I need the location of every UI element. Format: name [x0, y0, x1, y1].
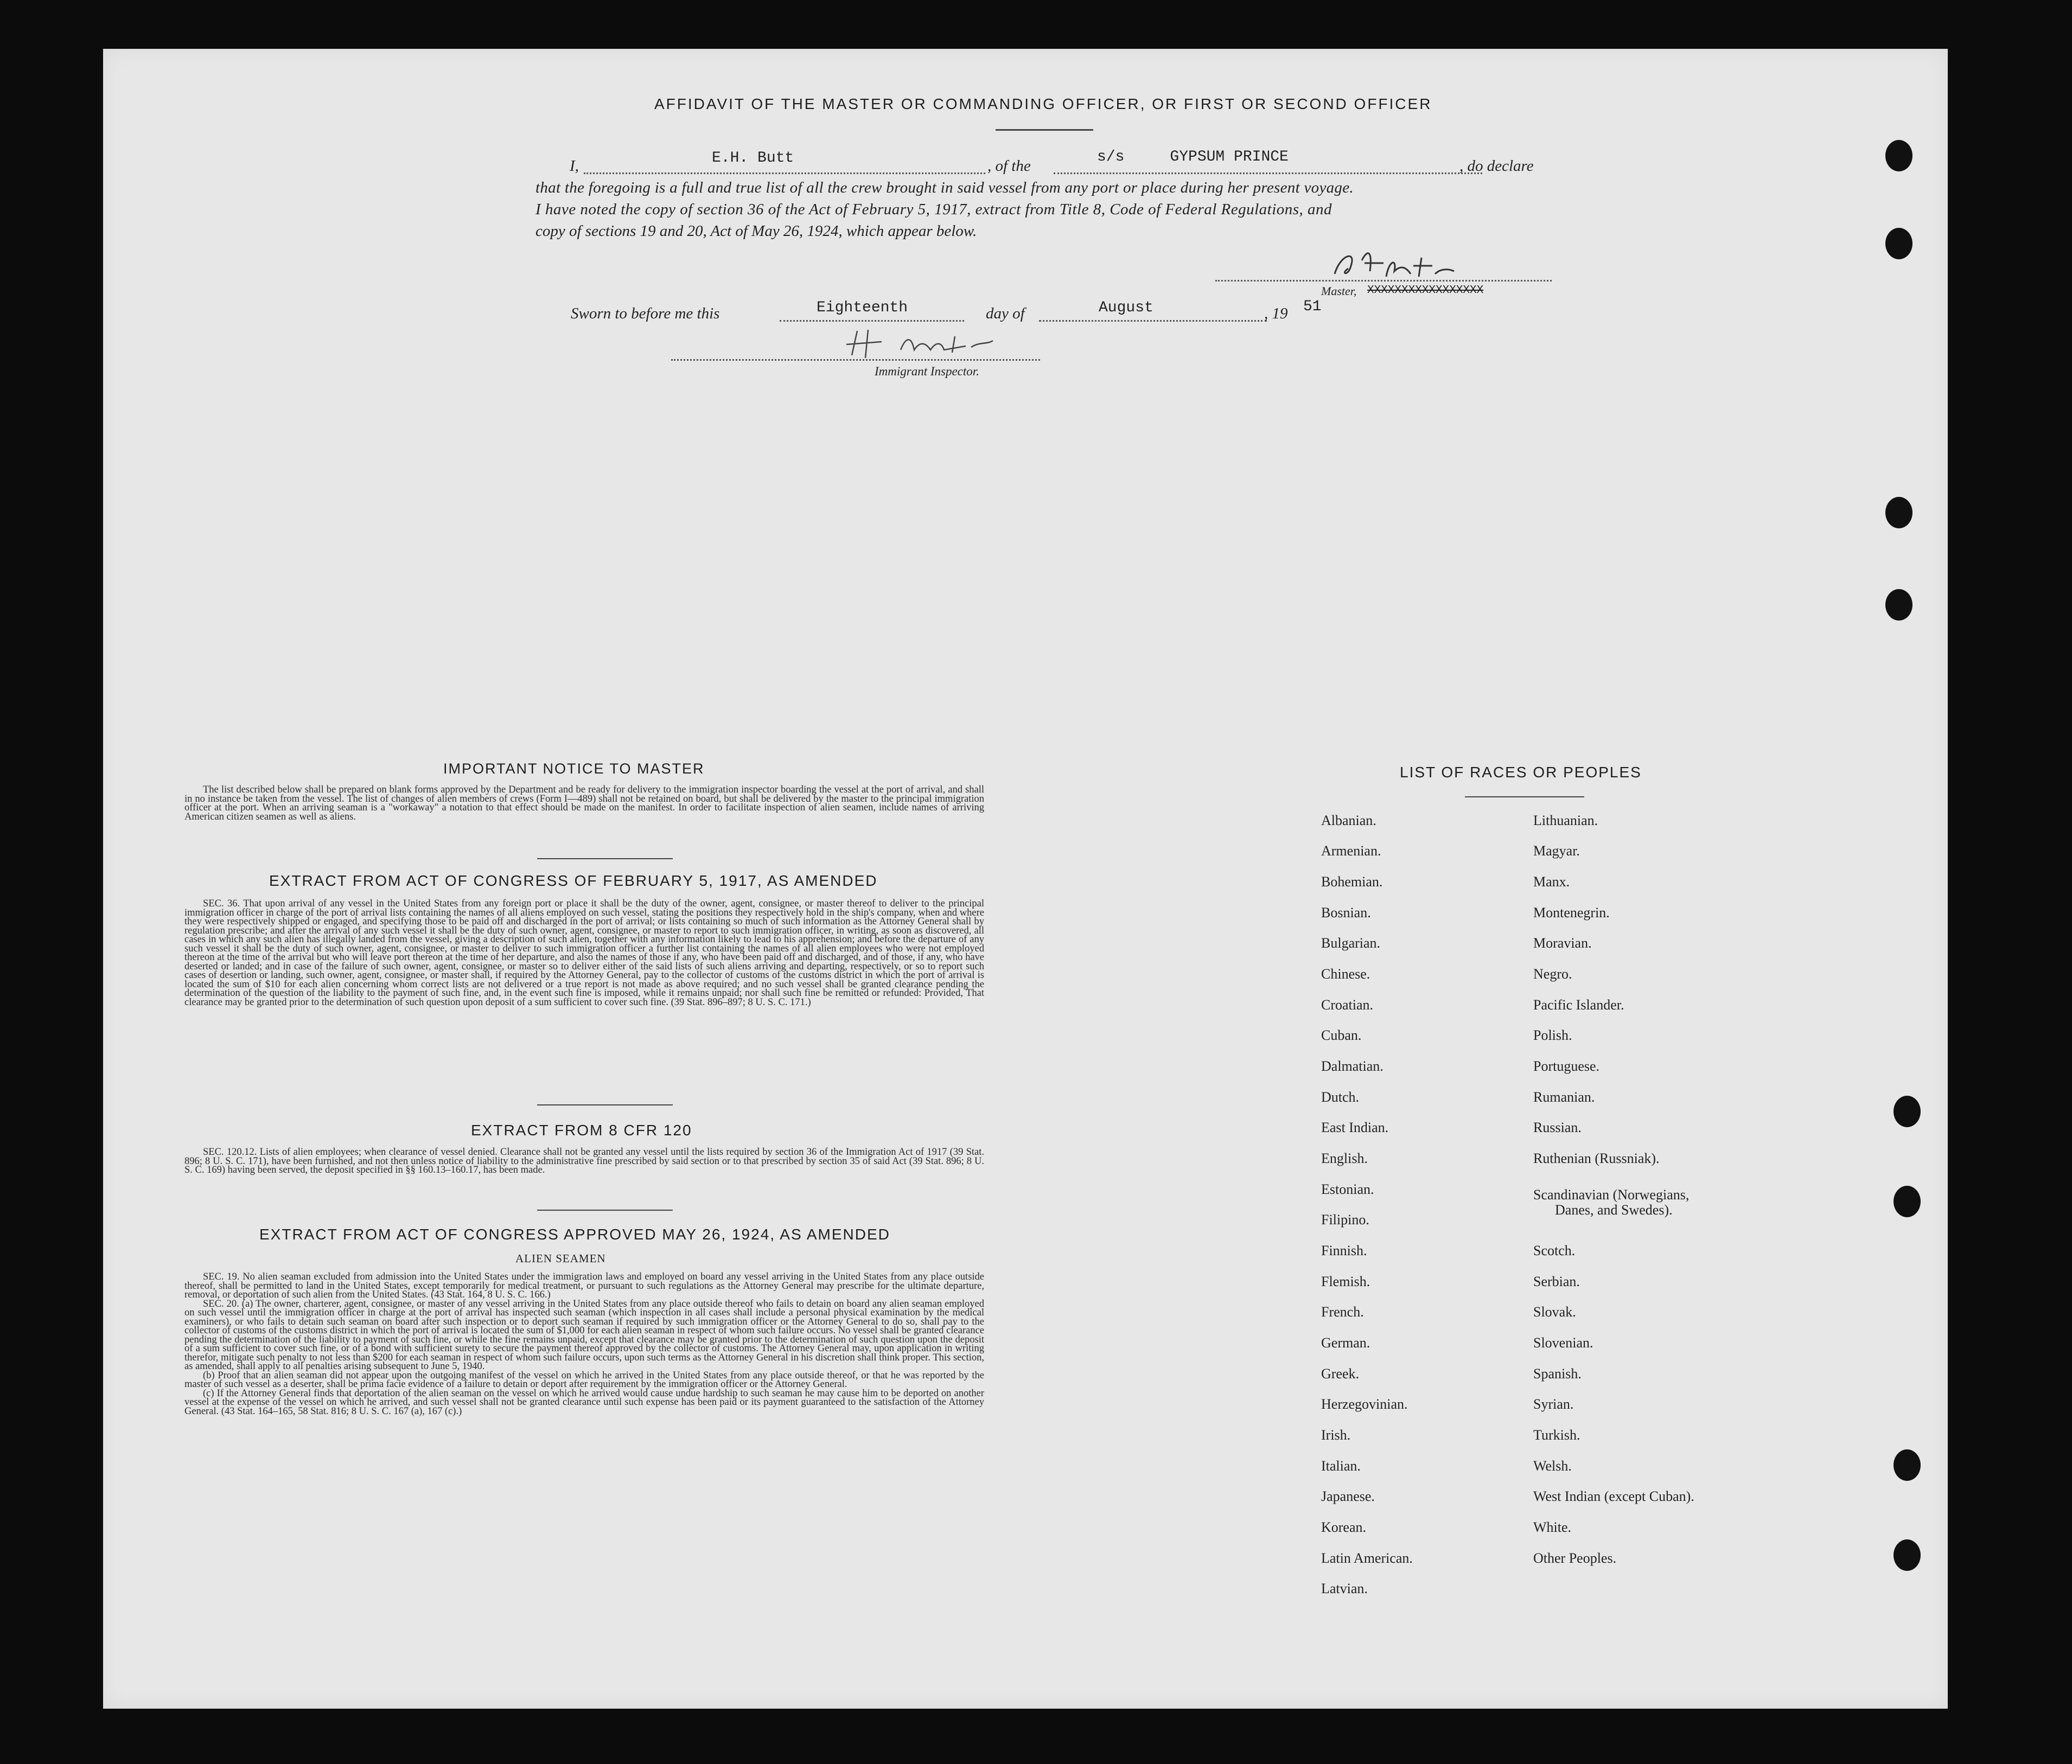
race-item: Moravian.: [1533, 935, 1592, 951]
title-rule: [996, 129, 1093, 131]
master-signature-dotline: [1215, 280, 1552, 282]
race-item: Italian.: [1321, 1458, 1361, 1474]
race-item: East Indian.: [1321, 1120, 1389, 1135]
affidavit-title: AFFIDAVIT OF THE MASTER OR COMMANDING OFFICER, OR FIRST OR SECOND OFFICER: [654, 95, 1432, 112]
sec-20b-paragraph: (b) Proof that an alien seaman did not appear upon the outgoing manifest of the vessel on which he arrived in the United States from any place outside thereof, or that he was reported by the master of such vessel as a deserter, shall be prima facie evidence of a failure to detain or deport after requirement by the immigration officer or the Attorney General.: [184, 1370, 984, 1390]
i-label: I,: [570, 157, 579, 175]
sec-36-paragraph: SEC. 36. That upon arrival of any vessel in the United States from any foreign port or place it shall be the duty of the owner, agent, consignee, or master thereof to deliver to the principal immigration officer in charge of the port of arrival lists containing the names of all aliens employed on such vessel, stating the positions they respectively hold in the ship's company, when and where they were respectively shipped or engaged, and specifying those to be paid off and discharged in the port of arrival; or lists containing so much of such information as the Attorney General shall by regulation prescribe; and after the arrival of any such vessel it shall be the duty of such owner, agent, consignee, or master to report to such immigration officer, in writing, as soon as discovered, all cases in which any such alien has illegally landed from the vessel, giving a description of such alien, together with any information likely to lead to his apprehension; and before the departure of any such vessel it shall be the duty of such owner, agent, consignee, or master to deliver to such immigration officer a further list containing the names of all alien employees who were not employed thereon at the time of the arrival but who will leave port thereon at the time of her departure, and also the names of those if any, who have been paid off and discharged, and of those, if any, who have deserted or landed; and in case of the failure of such owner, agent, consignee, or master so to deliver either of the said lists of such aliens arriving and departing, respectively, or so to report such cases of desertion or landing, such owner, agent, consignee, or master shall, if required by the Attorney General, pay to the collector of customs of the customs district in which the port of arrival is located the sum of $10 for each alien concerning whom correct lists are not delivered or a true report is not made as above required; and no such vessel shall be granted clearance pending the determination of the question of the liability to the payment of such fine, and, in the event such fine is imposed, while it remains unpaid; nor shall such fine be remitted or refunded: Provided, That clearance may be granted prior to the determination of such question upon deposit of a sum sufficient to cover such fine. (39 Stat. 896–897; 8 U. S. C. 171.): [184, 898, 984, 1008]
race-item: Filipino.: [1321, 1212, 1369, 1228]
race-item: Herzegovinian.: [1321, 1396, 1408, 1412]
race-item: Polish.: [1533, 1027, 1572, 1043]
race-item: Rumanian.: [1533, 1089, 1595, 1105]
race-item: White.: [1533, 1519, 1572, 1535]
race-item: Manx.: [1533, 874, 1570, 890]
punch-hole: [1894, 1539, 1921, 1571]
extract-1917-text: [184, 899, 984, 1007]
race-item: Russian.: [1533, 1120, 1582, 1135]
month-value: August: [1099, 299, 1153, 316]
punch-hole: [1894, 1186, 1921, 1217]
race-item: French.: [1321, 1304, 1364, 1320]
race-item: Other Peoples.: [1533, 1550, 1617, 1566]
race-item: Finnish.: [1321, 1243, 1367, 1258]
affidavit-body-line-1: that the foregoing is a full and true list of all the crew brought in said vessel from any port or place during her present voyage.: [535, 179, 1354, 196]
race-item: Slovak.: [1533, 1304, 1576, 1320]
race-item: Dutch.: [1321, 1089, 1360, 1105]
race-item: Chinese.: [1321, 966, 1370, 982]
races-title: LIST OF RACES OR PEOPLES: [1400, 764, 1642, 781]
race-item: Magyar.: [1533, 843, 1580, 859]
race-item: Greek.: [1321, 1366, 1360, 1382]
notice-text: [184, 785, 984, 821]
race-item: Syrian.: [1533, 1396, 1574, 1412]
punch-hole: [1894, 1449, 1921, 1481]
race-item: Pacific Islander.: [1533, 997, 1624, 1013]
race-item: Negro.: [1533, 966, 1572, 982]
sworn-label: Sworn to before me this: [571, 305, 720, 322]
race-item: Croatian.: [1321, 997, 1374, 1013]
race-item: Flemish.: [1321, 1274, 1370, 1289]
notice-title: IMPORTANT NOTICE TO MASTER: [443, 760, 705, 777]
day-value: Eighteenth: [817, 299, 908, 316]
extract-1917-title: EXTRACT FROM ACT OF CONGRESS OF FEBRUARY 5, 1917, AS AMENDED: [269, 872, 878, 889]
race-item: Albanian.: [1321, 813, 1376, 828]
affidavit-body-line-2: I have noted the copy of section 36 of the Act of February 5, 1917, extract from Title 8, Code of Federal Regulations, and: [535, 201, 1333, 218]
race-item: Estonian.: [1321, 1181, 1374, 1197]
vessel-name-value: s/s GYPSUM PRINCE: [1097, 149, 1289, 165]
race-item: Spanish.: [1533, 1366, 1582, 1382]
race-item: Japanese.: [1321, 1488, 1375, 1504]
section-rule: [537, 1210, 673, 1211]
vessel-dotline: [1054, 172, 1482, 174]
race-item: German.: [1321, 1335, 1370, 1351]
race-item: Lithuanian.: [1533, 813, 1598, 828]
document-page: [103, 49, 1948, 1709]
section-rule: [537, 1104, 673, 1105]
race-item: Korean.: [1321, 1519, 1367, 1535]
inspector-label: Immigrant Inspector.: [875, 365, 979, 378]
race-item: Turkish.: [1533, 1427, 1580, 1443]
sec-19-paragraph: SEC. 19. No alien seaman excluded from admission into the United States under the immigration laws and employed on board any vessel arriving in the United States from any place outside thereof, shall be permitted to land in the United States, except temporarily for medical treatment, or pursuant to such regulations as the Attorney General may prescribe for the ultimate departure, removal, or deportation of such alien from the United States. (43 Stat. 164, 8 U. S. C. 166.): [184, 1271, 984, 1300]
race-item: Latin American.: [1321, 1550, 1413, 1566]
year-prefix: , 19: [1264, 305, 1288, 322]
notice-paragraph: The list described below shall be prepared on blank forms approved by the Department and be ready for delivery to the immigration inspector boarding the vessel at the port of arrival, and shall in no instance be taken from the vessel. The list of changes of alien members of crews (Form I—489) shall not be retained on board, but shall be delivered by the master to the principal immigration officer at the port. When an arriving seaman is a "workaway" a notation to that effect should be made on the manifest. In order to facilitate inspection of alien seamen, include names of arriving American citizen seamen as well as aliens.: [184, 784, 984, 822]
race-item: Bulgarian.: [1321, 935, 1381, 951]
struck-officer-titles: XXXXXXXXXXXXXXXXX: [1367, 284, 1484, 297]
extract-1924-title: EXTRACT FROM ACT OF CONGRESS APPROVED MAY 26, 1924, AS AMENDED: [259, 1226, 890, 1243]
alien-seamen-subtitle: ALIEN SEAMEN: [515, 1252, 606, 1265]
punch-hole: [1885, 497, 1912, 528]
sec-20c-paragraph: (c) If the Attorney General finds that deportation of the alien seaman on the vessel on which he arrived would cause undue hardship to such seaman he may cause him to be deported on another vessel at the expense of the vessel on which he arrived, and such vessel shall not be granted clearance until such expense has been paid or its payment guaranteed to the satisfaction of the Attorney General. (43 Stat. 164–165, 58 Stat. 816; 8 U. S. C. 167 (a), 167 (c).): [184, 1388, 984, 1417]
master-name-value: E.H. Butt: [712, 150, 794, 167]
race-item: Irish.: [1321, 1427, 1351, 1443]
punch-hole: [1885, 228, 1912, 259]
section-rule: [537, 858, 673, 859]
punch-hole: [1885, 589, 1912, 621]
year-value: 51: [1303, 298, 1322, 315]
race-item: Danes, and Swedes).: [1555, 1202, 1673, 1218]
race-item: Montenegrin.: [1533, 905, 1610, 921]
punch-hole: [1885, 140, 1912, 171]
races-title-rule: [1465, 796, 1584, 797]
race-item: Bosnian.: [1321, 905, 1371, 921]
extract-cfr-title: EXTRACT FROM 8 CFR 120: [471, 1122, 692, 1139]
race-item: Cuban.: [1321, 1027, 1362, 1043]
race-item: English.: [1321, 1151, 1368, 1166]
race-item: Slovenian.: [1533, 1335, 1593, 1351]
sec-120-12-paragraph: SEC. 120.12. Lists of alien employees; when clearance of vessel denied. Clearance shall not be granted any vessel until the lists required by section 36 of the Immigration Act of 1917 (39 Stat. 896; 8 U. S. C. 171), have been furnished, and not then unless notice of liability to the administrative fine prescribed by said section or to that prescribed by section 35 of said Act (39 Stat. 896; 8 U. S. C. 169) having been served, the deposit specified in §§ 160.13–160.17, has been made.: [184, 1147, 984, 1175]
affidavit-body-line-3: copy of sections 19 and 20, Act of May 26, 1924, which appear below.: [535, 222, 977, 240]
race-item: Portuguese.: [1533, 1058, 1600, 1074]
sec-20a-paragraph: SEC. 20. (a) The owner, charterer, agent, consignee, or master of any vessel arriving in the United States from any place outside thereof who fails to detain on board any alien seaman employed on such vessel until the immigration officer in charge at the port of arrival has inspected such seaman (which inspection in all cases shall include a personal physical examination by the medical examiners), or who fails to detain such seaman on board after such inspection or to deport such seaman if required by such immigration officer or the Attorney General to do so, shall pay to the collector of customs of the customs district in which the port of arrival is located the sum of $1,000 for each alien seaman in respect of whom such failure occurs. No vessel shall be granted clearance pending the determination of the liability to payment of such fine, or while the fine remains unpaid, except that clearance may be granted prior to the determination of such question upon the deposit of a sum sufficient to cover such fine, or of a bond with sufficient surety to secure the payment thereof approved by the collector of customs. The Attorney General may, upon application in writing therefor, mitigate such penalty to not less than $200 for each seaman in respect of whom such failure occurs, upon such terms as the Attorney General in his discretion shall think proper. This section, as amended, shall apply to all penalties arising subsequent to June 5, 1940.: [184, 1298, 984, 1372]
extract-cfr-text: [184, 1148, 984, 1175]
race-item: Serbian.: [1533, 1274, 1580, 1289]
punch-hole: [1894, 1096, 1921, 1127]
race-item: Bohemian.: [1321, 874, 1383, 890]
race-item: Armenian.: [1321, 843, 1381, 859]
race-item: Latvian.: [1321, 1581, 1368, 1596]
inspector-dotline: [671, 359, 1040, 361]
master-label: Master,: [1321, 284, 1357, 298]
declare-label: , do declare: [1459, 157, 1534, 175]
race-item: Dalmatian.: [1321, 1058, 1384, 1074]
race-item: West Indian (except Cuban).: [1533, 1488, 1694, 1504]
month-dotline: [1039, 320, 1267, 322]
day-of-label: day of: [986, 305, 1025, 322]
extract-1924-text: [184, 1273, 984, 1416]
race-item: Scandinavian (Norwegians,: [1533, 1187, 1690, 1203]
race-item: Welsh.: [1533, 1458, 1572, 1474]
race-item: Ruthenian (Russniak).: [1533, 1151, 1660, 1166]
day-dotline: [780, 320, 964, 322]
inspector-signature: [841, 325, 1015, 363]
race-item: Scotch.: [1533, 1243, 1576, 1258]
name-dotline: [584, 172, 985, 174]
of-the-label: , of the: [987, 157, 1031, 175]
